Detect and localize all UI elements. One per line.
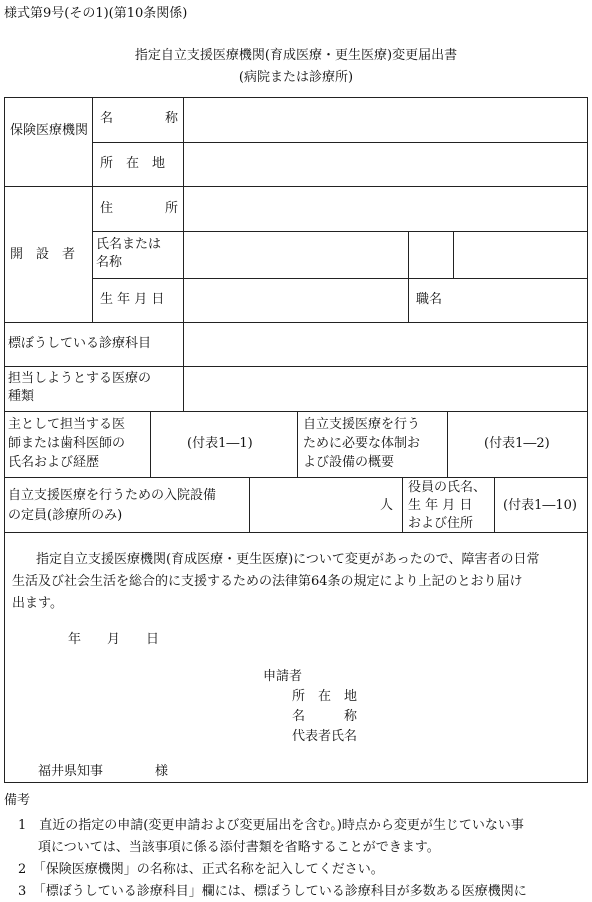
officer-label-line2: 生 年 月 日	[408, 498, 473, 513]
officer-label-line1: 役員の氏名、	[408, 480, 487, 495]
inpatient-label-line2: の定員(診療所のみ)	[8, 508, 123, 523]
declaration-line2: 生活及び社会生活を総合的に支援するための法律第64条の規定により上記のとおり届け	[12, 574, 523, 589]
note-1-line2: 項については、当該事項に係る添付書類を省略することができます。	[38, 840, 440, 855]
system-label-line2: ために必要な体制お	[303, 436, 421, 451]
main-doctor-label-line3: 氏名および経歴	[8, 455, 100, 470]
care-type-label-line1: 担当しようとする医療の	[8, 371, 152, 386]
main-doctor-label-line1: 主として担当する医	[8, 417, 126, 432]
form-number: 様式第9号(その1)(第10条関係)	[4, 6, 188, 21]
founder-label: 開 設 者	[10, 247, 76, 262]
main-doctor-label-line2: 師または歯科医師の	[8, 436, 126, 451]
officer-label-line3: および住所	[408, 516, 474, 531]
note-1-line1: 1 直近の指定の申請(変更申請および変更届出を含む。)時点から変更が生じていない事	[18, 818, 524, 833]
applicant-representative-label: 代表者氏名	[292, 729, 358, 744]
name-field[interactable]	[186, 100, 584, 138]
location-field[interactable]	[186, 145, 584, 183]
location-label: 所 在 地	[100, 156, 166, 171]
founder-name-label-line1: 氏名または	[96, 237, 162, 252]
note-3: 3 「標ぼうしている診療科目」欄には、標ぼうしている診療科目が多数ある医療機関に	[18, 884, 527, 899]
system-label-line3: よび設備の概要	[303, 455, 395, 470]
care-type-label-line2: 種類	[8, 389, 35, 404]
document-title: 指定自立支援医療機関(育成医療・更生医療)変更届出書	[134, 48, 458, 63]
notes-heading: 備考	[4, 793, 31, 808]
declaration-line3: 出ます。	[12, 596, 63, 611]
document-subtitle: (病院または診療所)	[238, 70, 354, 85]
founder-name-label-line2: 名称	[96, 255, 123, 270]
departments-label: 標ぼうしている診療科目	[8, 336, 152, 351]
applicant-label: 申請者	[263, 669, 303, 684]
system-label-line1: 自立支援医療を行う	[303, 417, 421, 432]
address-label: 住 所	[100, 201, 179, 216]
attached-table-1-10: (付表1―10)	[503, 498, 577, 513]
declaration-line1: 指定自立支援医療機関(育成医療・更生医療)について変更があったので、障害者の日常	[36, 552, 540, 567]
unit-person: 人	[380, 498, 394, 513]
applicant-name-label: 名 称	[292, 709, 358, 724]
name-label: 名 称	[100, 111, 179, 126]
birthdate-label: 生 年 月 日	[100, 292, 165, 307]
position-label: 職名	[416, 292, 443, 307]
addressee: 福井県知事 様	[38, 764, 169, 779]
attached-table-1-2: (付表1―2)	[484, 436, 550, 451]
inpatient-label-line1: 自立支援医療を行うための入院設備	[8, 488, 217, 503]
note-2: 2 「保険医療機関」の名称は、正式名称を記入してください。	[18, 862, 384, 877]
date-line: 年 月 日	[68, 632, 160, 647]
insured-institution-label: 保険医療機関	[10, 123, 89, 138]
applicant-location-label: 所 在 地	[292, 689, 358, 704]
attached-table-1-1: (付表1―1)	[187, 436, 253, 451]
